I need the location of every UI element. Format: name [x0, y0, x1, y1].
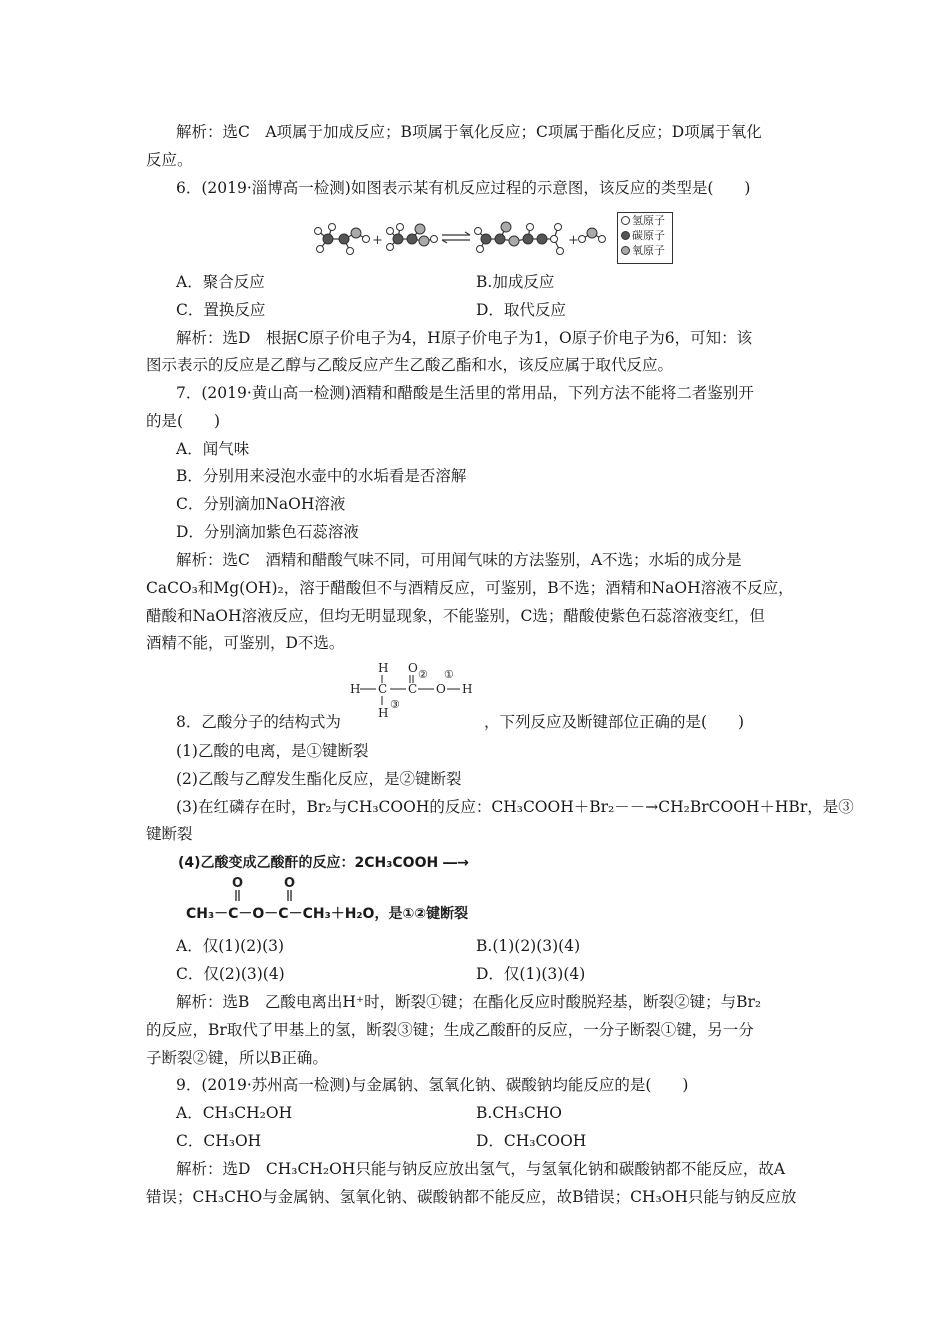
q9-stem: 9．(2019·苏州高一检测)与金属钠、氢氧化钠、碳酸钠均能反应的是( ): [176, 1076, 689, 1094]
q5-analysis-line1: 解析：选C A项属于加成反应；B项属于氧化反应；C项属于酯化反应；D项属于氧化: [176, 123, 762, 141]
svg-text:①: ①: [444, 668, 454, 681]
q9-option-a: A．CH₃CH₂OH: [176, 1104, 293, 1122]
svg-text:O: O: [284, 876, 296, 891]
q9-analysis-line1: 解析：选D CH₃CH₂OH只能与钠反应放出氢气，与氢氧化钠和碳酸钠都不能反应，故A: [176, 1160, 786, 1178]
q6-option-b: B.加成反应: [476, 273, 555, 291]
acetic-acid-structure: [350, 660, 480, 722]
svg-text:H: H: [378, 706, 389, 720]
svg-text:C: C: [408, 682, 418, 696]
q8-stem-b: ，下列反应及断键部位正确的是( ): [484, 713, 745, 731]
svg-text:H: H: [350, 682, 361, 696]
q9-option-b: B.CH₃CHO: [476, 1104, 562, 1122]
q8-item-4: (4)乙酸变成乙酸酐的反应：2CH₃COOH ―→: [178, 855, 469, 871]
q6-analysis-line2: 图示表示的反应是乙醇与乙酸反应产生乙酸乙酯和水，该反应属于取代反应。: [146, 356, 674, 374]
legend-hydrogen-label: 氢原子: [632, 214, 665, 227]
q7-stem-line1: 7．(2019·黄山高一检测)酒精和醋酸是生活里的常用品，下列方法不能将二者鉴别开: [176, 384, 754, 402]
diagram-legend: [617, 212, 673, 264]
svg-text:H: H: [378, 661, 389, 675]
q9-option-d: D．CH₃COOH: [476, 1132, 587, 1150]
q8-stem-a: 8．乙酸分子的结构式为: [176, 713, 341, 731]
q9-option-c: C．CH₃OH: [176, 1132, 262, 1150]
svg-text:+: +: [568, 233, 579, 248]
legend-oxygen: [618, 243, 672, 258]
q7-analysis-line4: 酒精不能，可鉴别，D不选。: [146, 634, 345, 652]
anhydride-carbonyl-marks: [228, 875, 308, 905]
q8-analysis-line1: 解析：选B 乙酸电离出H⁺时，断裂①键；在酯化反应时酸脱羟基，断裂②键；与Br₂: [176, 993, 762, 1011]
svg-text:③: ③: [390, 698, 400, 711]
q8-item-2: (2)乙酸与乙醇发生酯化反应，是②键断裂: [176, 770, 462, 788]
legend-carbon-label: 碳原子: [632, 229, 665, 242]
q6-option-d: D．取代反应: [476, 301, 566, 319]
q7-stem-line2: 的是( ): [146, 412, 221, 430]
q8-item-3-cont: 键断裂: [146, 825, 193, 843]
q8-item-1: (1)乙酸的电离，是①键断裂: [176, 742, 369, 760]
svg-text:O: O: [436, 682, 446, 696]
q7-analysis-line2: CaCO₃和Mg(OH)₂，溶于醋酸但不与酒精反应，可鉴别，B不选；酒精和NaOH溶液不反应，: [146, 579, 794, 597]
svg-text:+: +: [372, 233, 383, 248]
svg-text:C: C: [378, 682, 388, 696]
hydrogen-dot-icon: [621, 216, 630, 225]
q7-option-a: A．闻气味: [176, 440, 250, 458]
q9-analysis-line2: 错误；CH₃CHO与金属钠、氢氧化钠、碳酸钠都不能反应，故B错误；CH₃OH只能与钠反应放: [146, 1188, 797, 1206]
q7-analysis-line3: 醋酸和NaOH溶液反应，但均无明显现象，不能鉴别，C选；醋酸使紫色石蕊溶液变红，但: [146, 607, 765, 625]
oxygen-dot-icon: [621, 246, 630, 255]
legend-oxygen-label: 氧原子: [632, 244, 665, 257]
svg-text:O: O: [408, 661, 418, 675]
q6-analysis-line1: 解析：选D 根据C原子价电子为4，H原子价电子为1，O原子价电子为6，可知：该: [176, 329, 753, 347]
q7-option-c: C．分别滴加NaOH溶液: [176, 495, 346, 513]
q8-option-a: A．仅(1)(2)(3): [176, 937, 285, 955]
svg-text:O: O: [232, 876, 244, 891]
q8-option-d: D．仅(1)(3)(4): [476, 965, 586, 983]
q6-stem: 6．(2019·淄博高一检测)如图表示某有机反应过程的示意图，该反应的类型是( ): [176, 179, 751, 197]
legend-carbon: [618, 228, 672, 243]
q8-option-b: B.(1)(2)(3)(4): [476, 937, 581, 955]
q8-analysis-line3: 子断裂②键，所以B正确。: [146, 1049, 328, 1067]
svg-text:H: H: [462, 682, 473, 696]
q6-option-a: A．聚合反应: [176, 273, 265, 291]
q7-analysis-line1: 解析：选C 酒精和醋酸气味不同，可用闻气味的方法鉴别，A不选；水垢的成分是: [176, 551, 742, 569]
q6-option-c: C．置换反应: [176, 301, 266, 319]
q8-option-c: C．仅(2)(3)(4): [176, 965, 285, 983]
carbon-dot-icon: [621, 231, 630, 240]
q5-analysis-line2: 反应。: [146, 151, 193, 169]
legend-hydrogen: [618, 213, 672, 228]
q8-item-4-cont: CH₃－C－O－C－CH₃＋H₂O，是①②键断裂: [186, 906, 469, 922]
q8-item-3: (3)在红磷存在时，Br₂与CH₃COOH的反应：CH₃COOH＋Br₂－－→CH₂BrCOOH＋HBr，是③: [176, 798, 854, 816]
q8-analysis-line2: 的反应，Br取代了甲基上的氢，断裂③键；生成乙酸酐的反应，一分子断裂①键，另一分: [146, 1021, 754, 1039]
q7-option-b: B．分别用来浸泡水壶中的水垢看是否溶解: [176, 467, 467, 485]
svg-text:②: ②: [418, 668, 428, 681]
q7-option-d: D．分别滴加紫色石蕊溶液: [176, 523, 359, 541]
